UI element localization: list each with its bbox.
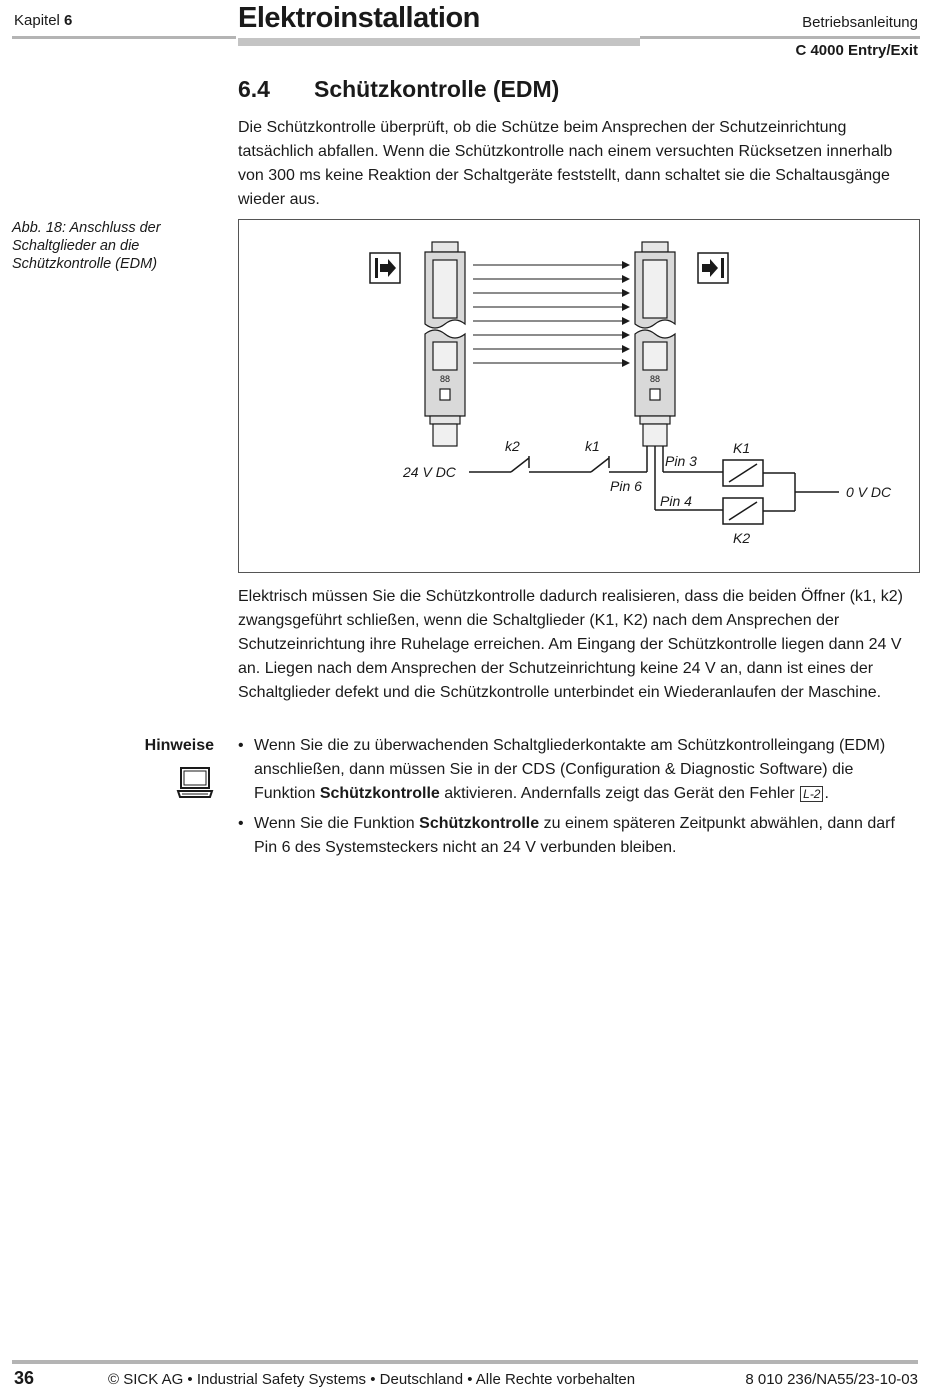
chapter-title: Elektroinstallation — [238, 2, 480, 34]
label-0v: 0 V DC — [846, 484, 892, 500]
label-pin4: Pin 4 — [660, 493, 692, 509]
label-K1: K1 — [733, 440, 751, 456]
label-24v: 24 V DC — [403, 464, 456, 480]
note-item: • Wenn Sie die zu überwachenden Schaltgliederkontakte am Schützkontrolleingang (EDM) anschließen, dann müssen Sie in der CDS (Configuration & Diagnostic Software) die Funktion Schützkontrolle aktivieren. Andernfalls zeigt das Gerät den Fehler L-2 . — [238, 734, 918, 806]
error-code-display: L-2 — [800, 786, 823, 802]
footer-doc-number: 8 010 236/NA55/23-10-03 — [745, 1371, 918, 1388]
wiring-diagram — [239, 220, 919, 572]
intro-paragraph: Die Schützkontrolle überprüft, ob die Schütze beim Ansprechen der Schutzeinrichtung tatsächlich abfallen. Wenn die Schützkontrolle nach einem versuchten Rücksetzen innerhalb von 300 ms keine Reaktion der Schaltgeräte feststellt, dann schaltet sie die Schaltausgänge wieder aus. — [238, 119, 893, 208]
circuit-wiring — [469, 446, 839, 524]
svg-text:88: 88 — [649, 374, 661, 384]
light-beams — [473, 265, 629, 363]
edm-wiring-figure — [238, 219, 920, 573]
label-k2: k2 — [505, 438, 520, 454]
chapter-label: Kapitel 6 — [14, 12, 73, 29]
label-pin3: Pin 3 — [665, 453, 697, 469]
page-number: 36 — [14, 1368, 35, 1388]
label-pin6: Pin 6 — [610, 478, 642, 494]
section-number: 6.4 — [238, 76, 270, 102]
sender-device — [425, 242, 465, 446]
sender-symbol-icon — [370, 253, 400, 283]
header-rule-right — [640, 36, 920, 39]
body-paragraph: Elektrisch müssen Sie die Schützkontrolle dadurch realisieren, dass die beiden Öffner (k1, k2) zwangsgeführt schließen, wenn die Schaltglieder (K1, K2) nach dem Ansprechen der Schutzeinrichtung ihre Ruhelage erreichen. Am Eingang der Schützkontrolle liegen dann 24 V an. Liegen nach dem Ansprechen der Schutzeinrichtung keine 24 V an, dann ist eines der Schaltglieder defekt und die Schützkontrolle unterbindet ein Wiederanlaufen der Maschine. — [238, 588, 903, 701]
label-k1: k1 — [585, 438, 600, 454]
laptop-icon — [176, 766, 214, 805]
receiver-symbol-icon — [698, 253, 728, 283]
label-K2: K2 — [733, 530, 751, 546]
figure-caption: Abb. 18: Anschluss der Schaltglieder an die Schützkontrolle (EDM) — [12, 220, 161, 272]
notes-label: Hinweise — [144, 737, 214, 754]
header-rule-title — [238, 38, 640, 46]
product-name: C 4000 Entry/Exit — [795, 42, 918, 59]
section-title: Schützkontrolle (EDM) — [314, 76, 560, 102]
receiver-device — [635, 242, 675, 446]
header-rule-left — [12, 36, 236, 39]
notes-list — [238, 734, 918, 866]
svg-text:88: 88 — [439, 374, 451, 384]
manual-type: Betriebsanleitung — [802, 14, 918, 31]
footer-copyright: © SICK AG • Industrial Safety Systems • Deutschland • Alle Rechte vorbehalten — [108, 1371, 636, 1388]
note-item: • Wenn Sie die Funktion Schützkontrolle zu einem späteren Zeitpunkt abwählen, dann darf Pin 6 des Systemsteckers nicht an 24 V verbunden bleiben. — [238, 812, 918, 860]
footer-rule — [12, 1360, 918, 1364]
